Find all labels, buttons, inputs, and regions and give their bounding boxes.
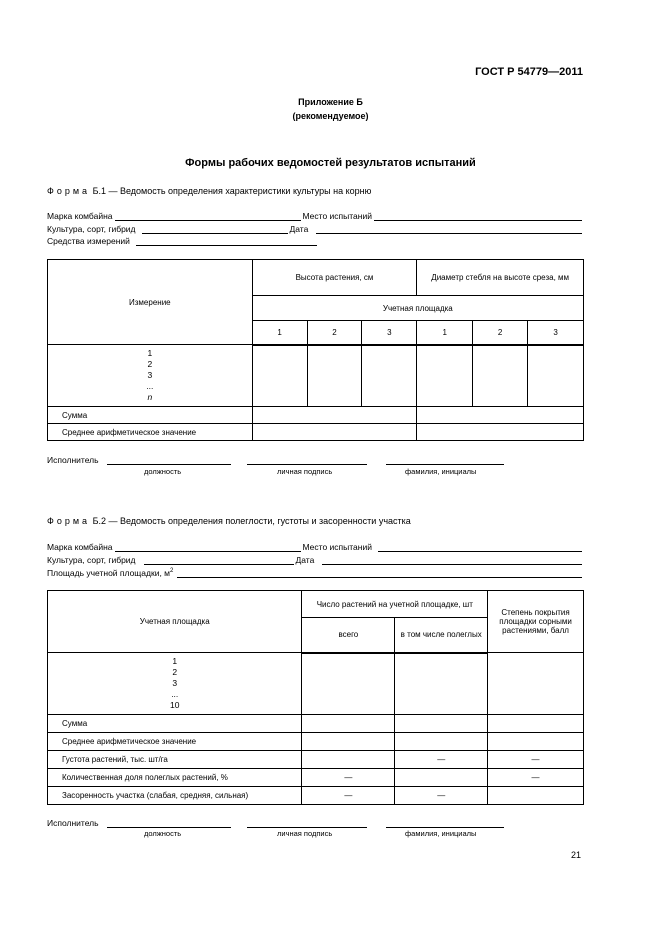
form2-row-label: Густота растений, тыс. шт/га bbox=[48, 751, 302, 769]
row-number: ... bbox=[146, 381, 154, 391]
form2-header-weed: Степень покрытия площадки сорными растениями, балл bbox=[488, 591, 584, 653]
form1-header-plot: Учетная площадка bbox=[252, 296, 583, 321]
table-cell[interactable] bbox=[302, 715, 395, 733]
form2-table bbox=[47, 590, 584, 805]
form2-position-caption: должность bbox=[144, 829, 182, 838]
form1-combine-field[interactable] bbox=[115, 211, 301, 221]
form2-sign-caption: личная подпись bbox=[277, 829, 333, 838]
form1-header-height: Высота растения, см bbox=[252, 260, 417, 296]
table-cell[interactable] bbox=[417, 345, 473, 407]
form1-header-diameter: Диаметр стебля на высоте среза, мм bbox=[417, 260, 584, 296]
table-cell[interactable] bbox=[362, 345, 417, 407]
page-number: 21 bbox=[570, 850, 581, 860]
form2-row-label: Среднее арифметическое значение bbox=[48, 733, 302, 751]
row-number: 1 bbox=[147, 348, 153, 358]
row-number: 1 bbox=[172, 656, 178, 666]
row-number: 3 bbox=[172, 678, 178, 688]
form2-date-field[interactable] bbox=[322, 555, 582, 565]
form2-caption bbox=[47, 516, 411, 526]
form2-caption-text: Б.2 — Ведомость определения полеглости, густоты и засоренности участка bbox=[92, 516, 411, 526]
form2-plot-numbers bbox=[48, 653, 302, 715]
row-number: 2 bbox=[172, 667, 178, 677]
table-cell[interactable] bbox=[395, 715, 488, 733]
form1-signature-captions bbox=[47, 467, 584, 479]
form2-sign-field[interactable] bbox=[247, 818, 367, 828]
table-cell[interactable] bbox=[488, 715, 584, 733]
form1-position-caption: должность bbox=[144, 467, 182, 476]
table-cell: — bbox=[395, 787, 488, 805]
form2-row-culture bbox=[47, 553, 584, 565]
form2-area-field[interactable] bbox=[177, 568, 582, 578]
form2-combine-label: Марка комбайна bbox=[47, 542, 113, 552]
table-cell[interactable] bbox=[417, 424, 584, 441]
form1-place-label: Место испытаний bbox=[302, 211, 372, 221]
form2-row-area bbox=[47, 566, 584, 578]
form2-date-label: Дата bbox=[295, 555, 315, 565]
appendix-subtitle: (рекомендуемое) bbox=[292, 111, 369, 121]
table-cell[interactable] bbox=[307, 345, 362, 407]
form2-name-caption: фамилия, инициалы bbox=[405, 829, 477, 838]
form1-date-field[interactable] bbox=[316, 224, 582, 234]
form1-sign-caption: личная подпись bbox=[277, 467, 333, 476]
form1-row-sum: Сумма bbox=[48, 407, 253, 424]
form1-culture-label: Культура, сорт, гибрид bbox=[47, 224, 136, 234]
form2-header-count: Число растений на учетной площадке, шт bbox=[302, 591, 488, 618]
form2-header-total: всего bbox=[302, 618, 395, 653]
table-cell[interactable] bbox=[395, 769, 488, 787]
form2-row-label: Количественная доля полеглых растений, % bbox=[48, 769, 302, 787]
form1-sub-col: 3 bbox=[362, 321, 417, 345]
standard-number: ГОСТ Р 54779—2011 bbox=[475, 66, 583, 78]
form2-name-field[interactable] bbox=[386, 818, 504, 828]
table-cell[interactable] bbox=[473, 345, 528, 407]
row-number: 3 bbox=[147, 370, 153, 380]
form1-sub-col: 2 bbox=[307, 321, 362, 345]
form2-row-combine bbox=[47, 540, 584, 552]
appendix-title: Приложение Б bbox=[298, 97, 363, 107]
form1-date-label: Дата bbox=[289, 224, 309, 234]
form2-place-field[interactable] bbox=[378, 542, 582, 552]
table-cell[interactable] bbox=[252, 407, 417, 424]
row-number: 2 bbox=[147, 359, 153, 369]
form1-sub-col: 3 bbox=[528, 321, 584, 345]
form1-culture-field[interactable] bbox=[142, 224, 288, 234]
form1-position-field[interactable] bbox=[107, 455, 231, 465]
form1-sign-field[interactable] bbox=[247, 455, 367, 465]
form2-header-plot: Учетная площадка bbox=[48, 591, 302, 653]
form1-tools-label: Средства измерений bbox=[47, 236, 130, 246]
form2-combine-field[interactable] bbox=[115, 542, 301, 552]
table-cell: — bbox=[488, 751, 584, 769]
form1-caption bbox=[47, 186, 371, 196]
appendix-heading bbox=[0, 95, 661, 123]
form1-row-combine bbox=[47, 209, 584, 221]
form1-tools-field[interactable] bbox=[136, 236, 317, 246]
table-cell: — bbox=[302, 787, 395, 805]
form1-row-culture bbox=[47, 222, 584, 234]
form1-executor-label: Исполнитель bbox=[47, 455, 99, 465]
form2-position-field[interactable] bbox=[107, 818, 231, 828]
form1-sub-col: 1 bbox=[252, 321, 307, 345]
form2-area-label bbox=[47, 568, 173, 578]
form1-name-field[interactable] bbox=[386, 455, 504, 465]
table-cell[interactable] bbox=[488, 787, 584, 805]
row-number: 10 bbox=[170, 700, 180, 710]
form1-place-field[interactable] bbox=[374, 211, 582, 221]
table-cell[interactable] bbox=[252, 424, 417, 441]
form1-row-mean: Среднее арифметическое значение bbox=[48, 424, 253, 441]
form1-caption-text: Б.1 — Ведомость определения характеристики культуры на корню bbox=[92, 186, 372, 196]
form2-culture-field[interactable] bbox=[144, 555, 294, 565]
row-number: n bbox=[147, 392, 153, 402]
table-cell[interactable] bbox=[395, 733, 488, 751]
table-cell: — bbox=[302, 769, 395, 787]
form1-row-tools bbox=[47, 234, 319, 246]
table-cell[interactable] bbox=[488, 733, 584, 751]
table-cell[interactable] bbox=[488, 653, 584, 715]
form2-header-lodged: в том числе полеглых bbox=[395, 618, 488, 653]
table-cell[interactable] bbox=[302, 751, 395, 769]
table-cell: — bbox=[488, 769, 584, 787]
document-title: Формы рабочих ведомостей результатов испытаний bbox=[185, 157, 476, 169]
form2-area-text: Площадь учетной площадки, м bbox=[47, 568, 171, 578]
table-cell[interactable] bbox=[252, 345, 307, 407]
table-cell[interactable] bbox=[417, 407, 584, 424]
form1-caption-word: Форма bbox=[47, 186, 91, 196]
form2-place-label: Место испытаний bbox=[302, 542, 372, 552]
table-cell[interactable] bbox=[302, 653, 395, 715]
form2-area-unit-power: 2 bbox=[170, 568, 174, 575]
form2-signature-captions bbox=[47, 829, 584, 841]
form1-name-caption: фамилия, инициалы bbox=[405, 467, 477, 476]
form1-table bbox=[47, 259, 584, 441]
form1-sub-col: 2 bbox=[473, 321, 528, 345]
table-cell[interactable] bbox=[528, 345, 584, 407]
form2-executor-label: Исполнитель bbox=[47, 818, 99, 828]
form2-row-label: Сумма bbox=[48, 715, 302, 733]
form1-signature bbox=[47, 455, 584, 467]
form2-culture-label: Культура, сорт, гибрид bbox=[47, 555, 136, 565]
form1-measure-numbers bbox=[48, 345, 253, 407]
form2-row-label: Засоренность участка (слабая, средняя, сильная) bbox=[48, 787, 302, 805]
row-number: ... bbox=[171, 689, 179, 699]
table-cell[interactable] bbox=[395, 653, 488, 715]
form1-combine-label: Марка комбайна bbox=[47, 211, 113, 221]
form1-header-measure: Измерение bbox=[48, 260, 253, 345]
form1-sub-col: 1 bbox=[417, 321, 473, 345]
table-cell[interactable] bbox=[302, 733, 395, 751]
form2-caption-word: Форма bbox=[47, 516, 91, 526]
table-cell: — bbox=[395, 751, 488, 769]
